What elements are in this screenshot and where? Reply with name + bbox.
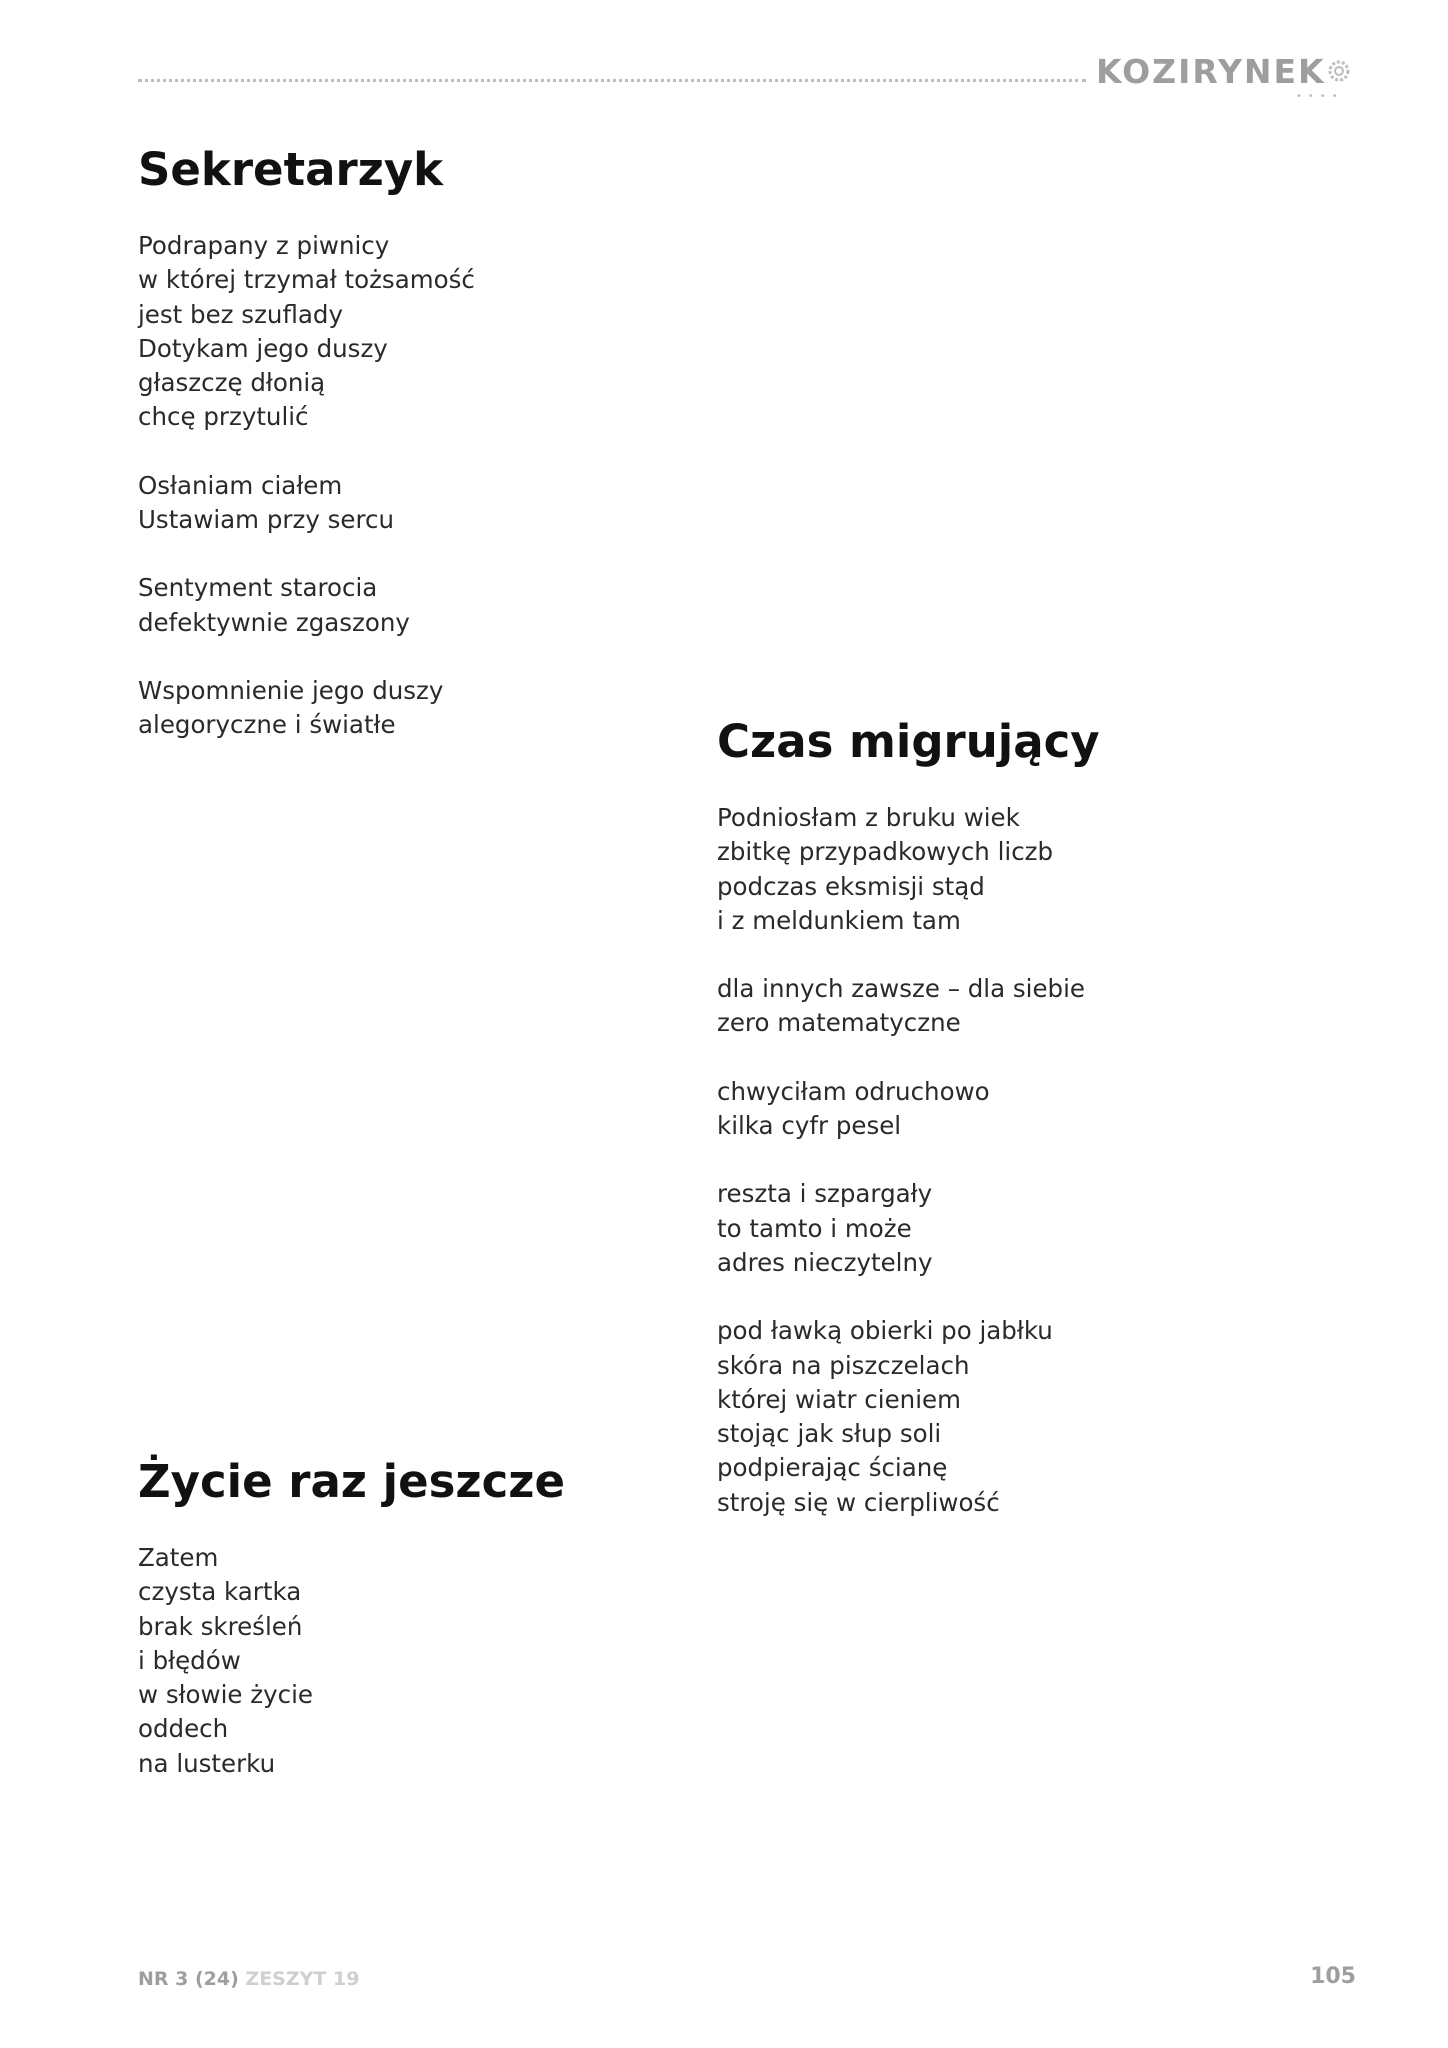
- poem-line: i z meldunkiem tam: [717, 905, 961, 935]
- poem-line: Podrapany z piwnicy: [138, 231, 390, 260]
- stanza: [138, 469, 475, 538]
- header-dotted-rule: [138, 79, 1086, 82]
- poem-line: brak skreśleń: [138, 1611, 303, 1641]
- gear-icon: [1326, 58, 1352, 84]
- poem-title: Życie raz jeszcze: [138, 1455, 565, 1508]
- poem-line: Osłaniam ciałem: [138, 470, 343, 500]
- stanza: [717, 1314, 1100, 1520]
- poem-line: głaszczę dłonią: [138, 368, 326, 398]
- poem-line: na lusterku: [138, 1748, 276, 1778]
- poem-line: alegoryczne i światłe: [138, 710, 396, 740]
- poem-line: reszta i szpargały: [717, 1179, 933, 1209]
- poem-line: to tamto i może: [717, 1213, 912, 1243]
- poem-line: adres nieczytelny: [717, 1247, 933, 1277]
- poem-line: defektywnie zgaszony: [138, 607, 410, 637]
- poem-line: Podniosłam z bruku wiek: [717, 803, 1020, 832]
- poem-line: stojąc jak słup soli: [717, 1419, 942, 1449]
- logo-dots: ••••: [1296, 91, 1344, 102]
- poem-line: w której trzymał tożsamość: [138, 265, 475, 295]
- magazine-logo: [1096, 52, 1356, 102]
- poem-line: podczas eksmisji stąd: [717, 871, 985, 901]
- stanza: [138, 571, 475, 640]
- stanza: [717, 1075, 1100, 1144]
- poem-line: w słowie życie: [138, 1680, 313, 1710]
- poem-line: chcę przytulić: [138, 402, 309, 432]
- poem-line: dla innych zawsze – dla siebie: [717, 974, 1085, 1004]
- footer-issue-info: [138, 1967, 359, 1991]
- poem-line: której wiatr cieniem: [717, 1384, 961, 1414]
- poem-title: Czas migrujący: [717, 715, 1100, 768]
- poem-line: Zatem: [138, 1543, 219, 1572]
- stanza: [138, 1541, 565, 1781]
- footer-zeszyt: ZESZYT 19: [245, 1968, 360, 1990]
- poem-line: zbitkę przypadkowych liczb: [717, 837, 1054, 867]
- poem-line: zero matematyczne: [717, 1008, 961, 1038]
- logo-text: KOZIRYNEK: [1096, 52, 1326, 91]
- poem-line: Ustawiam przy sercu: [138, 505, 394, 535]
- stanza: [138, 674, 475, 743]
- poem-line: i błędów: [138, 1645, 241, 1675]
- poem-title: Sekretarzyk: [138, 143, 444, 196]
- poem-line: czysta kartka: [138, 1577, 302, 1607]
- poem-line: Dotykam jego duszy: [138, 333, 388, 363]
- poem-line: skóra na piszczelach: [717, 1350, 970, 1380]
- poem-line: Sentyment starocia: [138, 573, 378, 603]
- page-number: 105: [1310, 1964, 1356, 1989]
- footer-issue: NR 3 (24): [138, 1968, 239, 1990]
- poem-zycie-raz-jeszcze: [138, 1452, 565, 1815]
- poem-body: [717, 801, 1100, 1520]
- poem-line: Wspomnienie jego duszy: [138, 675, 444, 705]
- poem-line: chwyciłam odruchowo: [717, 1076, 990, 1106]
- stanza: [717, 1177, 1100, 1280]
- poem-line: stroję się w cierpliwość: [717, 1487, 1000, 1517]
- stanza: [138, 229, 475, 435]
- poem-line: pod ławką obierki po jabłku: [717, 1316, 1053, 1346]
- poem-sekretarzyk: [138, 140, 475, 777]
- poem-body: [138, 1541, 565, 1781]
- stanza: [717, 972, 1100, 1041]
- poem-czas-migrujacy: [717, 712, 1100, 1554]
- stanza: [717, 801, 1100, 938]
- poem-body: [138, 229, 475, 743]
- poem-line: podpierając ścianę: [717, 1453, 948, 1483]
- poem-line: kilka cyfr pesel: [717, 1111, 902, 1141]
- poem-line: jest bez szuflady: [138, 299, 343, 329]
- poem-line: oddech: [138, 1714, 229, 1744]
